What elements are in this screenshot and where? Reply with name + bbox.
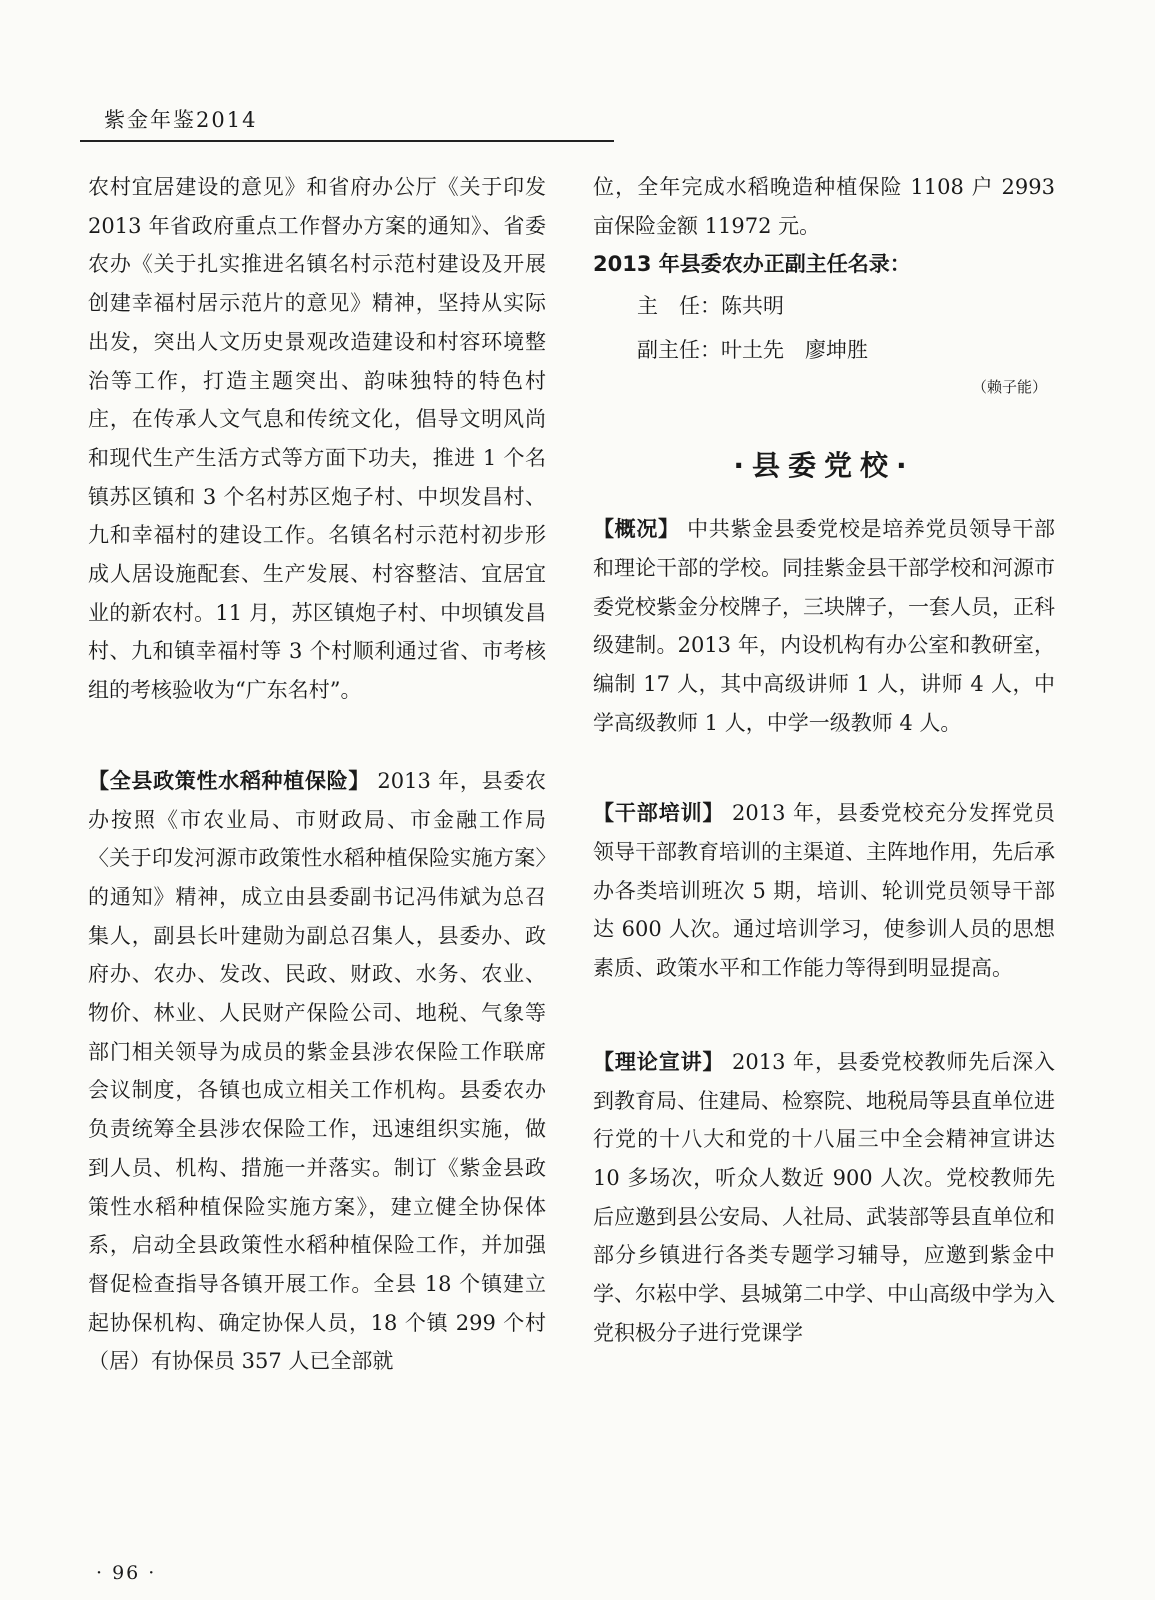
deputy-director-entry: 副主任：叶土先 廖坤胜 (637, 338, 868, 363)
header-rule (80, 140, 614, 142)
paragraph-theory-lectures (593, 1043, 1055, 1353)
director-entry: 主 任：陈共明 (637, 294, 784, 319)
section-tag: 【概况】 (593, 517, 680, 542)
section-tag: 【全县政策性水稻种植保险】 (88, 768, 371, 793)
section-title: ·县委党校· (733, 449, 915, 483)
spacer (88, 710, 546, 762)
paragraph-text: 中共紫金县委党校是培养党员领导干部和理论干部的学校。同挂紫金县干部学校和河源市委党校紫金分校牌子，三块牌子，一套人员，正科级建制。2013 年，内设机构有办公室和教研室，编制 17 人，其中高级讲师 1 人，讲师 4 人，中学高级教师 1 人，中学一级教师 4 人。 (593, 517, 1055, 735)
author-credit: （赖子能） (971, 378, 1047, 397)
section-tag: 【干部培训】 (593, 801, 725, 826)
paragraph-text: 2013 年，县委农办按照《市农业局、市财政局、市金融工作局〈关于印发河源市政策性水稻种植保险实施方案〉的通知》精神，成立由县委副书记冯伟斌为总召集人，副县长叶建勋为副总召集人，县委办、政府办、农办、发改、民政、财政、水务、农业、物价、林业、人民财产保险公司、地税、气象等部门相关领导为成员的紫金县涉农保险工作联席会议制度，各镇也成立相关工作机构。县委农办负责统筹全县涉农保险工作，迅速组织实施，做到人员、机构、措施一并落实。制订《紫金县政策性水稻种植保险实施方案》，建立健全协保体系，启动全县政策性水稻种植保险工作，并加强督促检查指导各镇开展工作。全县 18 个镇建立起协保机构、确定协保人员，18 个镇 299 个村（居）有协保员 357 人已全部就 (88, 768, 547, 1374)
paragraph-text: 2013 年，县委党校教师先后深入到教育局、住建局、检察院、地税局等县直单位进行党的十八大和党的十八届三中全会精神宣讲达 10 多场次，听众人数近 900 人次。党校教师先后应邀到县公安局、人社局、武装部等县直单位和部分乡镇进行各类专题学习辅导，应邀到紫金中学、尔崧中学、县城第二中学、中山高级中学为入党积极分子进行党课学 (593, 1049, 1056, 1345)
paragraph-cadre-training (593, 794, 1055, 988)
running-header: 紫金年鉴2014 (104, 108, 258, 132)
spacer (593, 742, 1055, 794)
paragraph-rice-insurance (88, 762, 546, 1381)
director-list-title: 2013 年县委农办正副主任名录： (593, 252, 911, 277)
section-tag: 【理论宣讲】 (593, 1049, 725, 1074)
spacer (593, 988, 1055, 1043)
paragraph-village-construction: 农村宜居建设的意见》和省府办公厅《关于印发 2013 年省政府重点工作督办方案的通知》、省委农办《关于扎实推进名镇名村示范村建设及开展创建幸福村居示范片的意见》精神，坚持从实际出发，突出人文历史景观改造建设和村容环境整治等工作，打造主题突出、韵味独特的特色村庄，在传承人文气息和传统文化，倡导文明风尚和现代生产生活方式等方面下功夫，推进 1 个名镇苏区镇和 3 个名村苏区炮子村、中坝发昌村、九和幸福村的建设工作。名镇名村示范村初步形成人居设施配套、生产发展、村容整洁、宜居宜业的新农村。11 月，苏区镇炮子村、中坝镇发昌村、九和镇幸福村等 3 个村顺利通过省、市考核组的考核验收为“广东名村”。 (88, 175, 546, 703)
right-column (593, 168, 1055, 1352)
spacer (593, 486, 1055, 510)
paragraph-overview (593, 510, 1055, 742)
left-column (88, 168, 546, 1381)
paragraph-text: 2013 年，县委党校充分发挥党员领导干部教育培训的主渠道、主阵地作用，先后承办各类培训班次 5 期，培训、轮训党员领导干部达 600 人次。通过培训学习，使参训人员的思想素质、政策水平和工作能力等得到明显提高。 (593, 801, 1056, 981)
paragraph-insurance-continued: 位，全年完成水稻晚造种植保险 1108 户 2993 亩保险金额 11972 元。 (593, 175, 1055, 238)
page-number: · 96 · (96, 1562, 157, 1584)
spacer (593, 402, 1055, 446)
